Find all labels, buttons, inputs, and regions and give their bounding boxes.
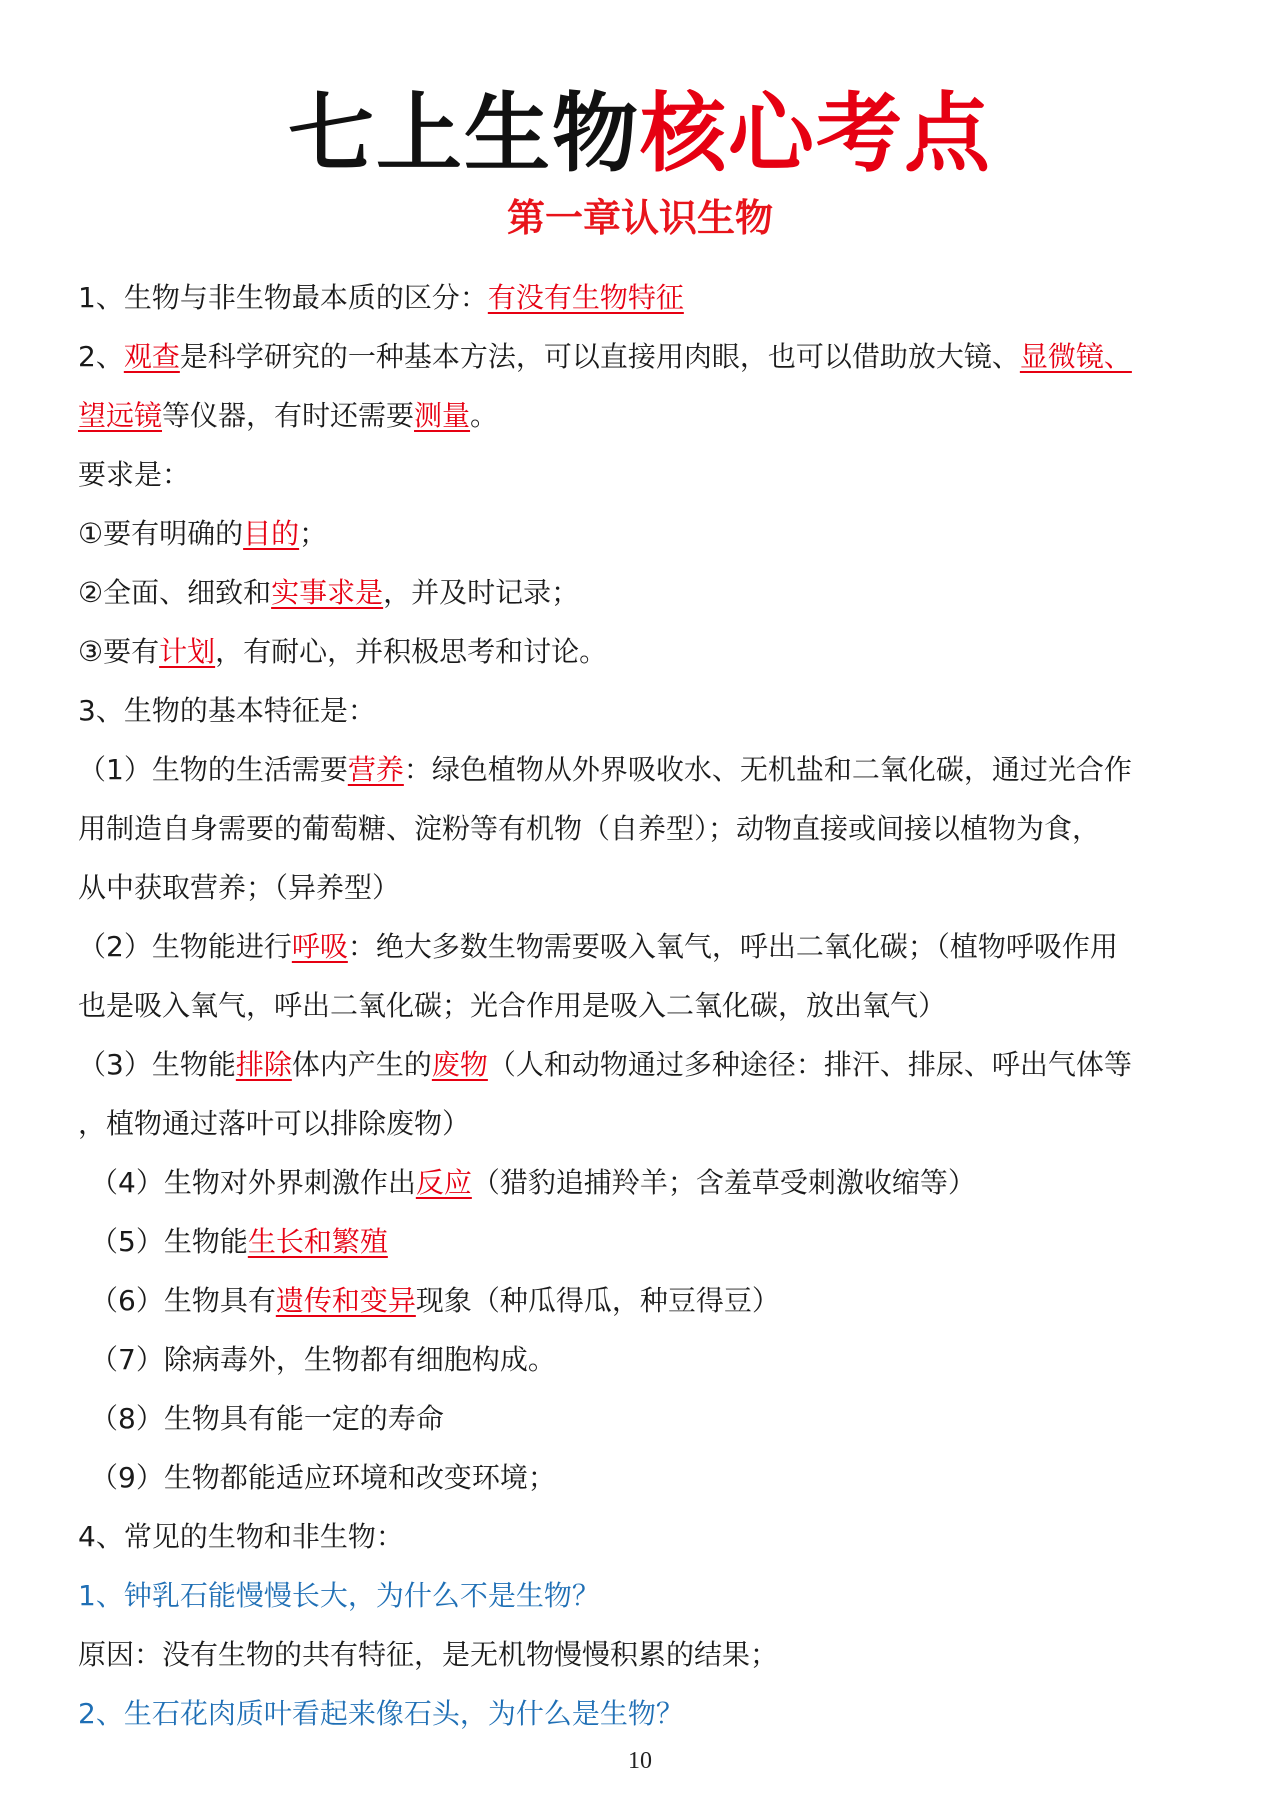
highlight-term: 呼吸 (291, 930, 348, 963)
highlight-term: 测量 (414, 399, 471, 432)
highlight-term: 有没有生物特征 (487, 281, 684, 314)
page-title (0, 84, 1280, 184)
feature-4 (78, 1153, 1208, 1212)
text: ； (299, 517, 328, 550)
highlight-term: 目的 (243, 517, 300, 550)
text: （猎豹追捕羚羊；含羞草受刺激收缩等） (471, 1166, 976, 1199)
point-2-line (78, 327, 1208, 386)
text: ，并及时记录； (383, 576, 580, 609)
highlight-term: 反应 (415, 1166, 472, 1199)
requirement-1 (78, 504, 1208, 563)
point-4-heading: 4、常见的生物和非生物： (78, 1520, 404, 1553)
text: ③要有 (78, 635, 160, 668)
requirements-heading: 要求是： (78, 458, 191, 491)
feature-3-continued: ，植物通过落叶可以排除废物） (78, 1107, 471, 1140)
text: 现象（种瓜得瓜，种豆得豆） (415, 1284, 780, 1317)
text: 是科学研究的一种基本方法，可以直接用肉眼，也可以借助放大镜、 (179, 340, 1020, 373)
text: ：绿色植物从外界吸收水、无机盐和二氧化碳，通过光合作 (403, 753, 1132, 786)
highlight-term: 实事求是 (271, 576, 384, 609)
text: 1、生物与非生物最本质的区分： (78, 281, 488, 314)
highlight-term: 排除 (235, 1048, 292, 1081)
feature-5 (78, 1212, 1208, 1271)
text: ，有耐心，并积极思考和讨论。 (215, 635, 608, 668)
feature-9: （9）生物都能适应环境和改变环境； (90, 1461, 556, 1494)
title-red-part: 核心考点 (640, 83, 992, 184)
feature-1-continued-2: 从中获取营养；（异养型） (78, 871, 401, 904)
feature-2-continued: 也是吸入氧气，呼出二氧化碳；光合作用是吸入二氧化碳，放出氧气） (78, 989, 947, 1022)
highlight-term: 计划 (159, 635, 216, 668)
question-1: 1、钟乳石能慢慢长大，为什么不是生物？ (78, 1579, 600, 1612)
text: （5）生物能 (90, 1225, 248, 1258)
title-black-part: 七上生物 (288, 83, 640, 184)
text: （3）生物能 (78, 1048, 236, 1081)
text: （人和动物通过多种途径：排汗、排尿、呼出气体等 (487, 1048, 1132, 1081)
answer-1: 原因：没有生物的共有特征，是无机物慢慢积累的结果； (78, 1638, 779, 1671)
text: ②全面、细致和 (78, 576, 272, 609)
highlight-term: 望远镜 (78, 399, 163, 432)
feature-2 (78, 917, 1208, 976)
question-2: 2、生石花肉质叶看起来像石头，为什么是生物？ (78, 1697, 684, 1730)
text: （1）生物的生活需要 (78, 753, 348, 786)
feature-8: （8）生物具有能一定的寿命 (90, 1402, 444, 1435)
text: （2）生物能进行 (78, 930, 292, 963)
point-1-line (78, 268, 1208, 327)
feature-3 (78, 1035, 1208, 1094)
text: 2、 (78, 340, 124, 373)
feature-7: （7）除病毒外，生物都有细胞构成。 (90, 1343, 556, 1376)
point-3-heading: 3、生物的基本特征是： (78, 694, 376, 727)
feature-1 (78, 740, 1208, 799)
text: （6）生物具有 (90, 1284, 276, 1317)
highlight-term: 营养 (347, 753, 404, 786)
document-body (78, 268, 1208, 1743)
text: （4）生物对外界刺激作出 (90, 1166, 416, 1199)
highlight-term: 遗传和变异 (275, 1284, 416, 1317)
page-number: 10 (628, 1748, 652, 1774)
highlight-term: 废物 (431, 1048, 488, 1081)
point-2-continued (78, 386, 1208, 445)
highlight-term: 显微镜、 (1019, 340, 1132, 373)
requirement-2 (78, 563, 1208, 622)
text: 体内产生的 (291, 1048, 432, 1081)
feature-1-continued: 用制造自身需要的葡萄糖、淀粉等有机物（自养型）；动物直接或间接以植物为食， (78, 812, 1101, 845)
highlight-term: 生长和繁殖 (247, 1225, 388, 1258)
requirement-3 (78, 622, 1208, 681)
chapter-subtitle: 第一章认识生物 (506, 196, 773, 240)
text: 等仪器，有时还需要 (162, 399, 415, 432)
highlight-term: 观查 (123, 340, 180, 373)
text: ：绝大多数生物需要吸入氧气，呼出二氧化碳；（植物呼吸作用 (347, 930, 1118, 963)
text: 。 (470, 399, 499, 432)
feature-6 (78, 1271, 1208, 1330)
text: ①要有明确的 (78, 517, 244, 550)
